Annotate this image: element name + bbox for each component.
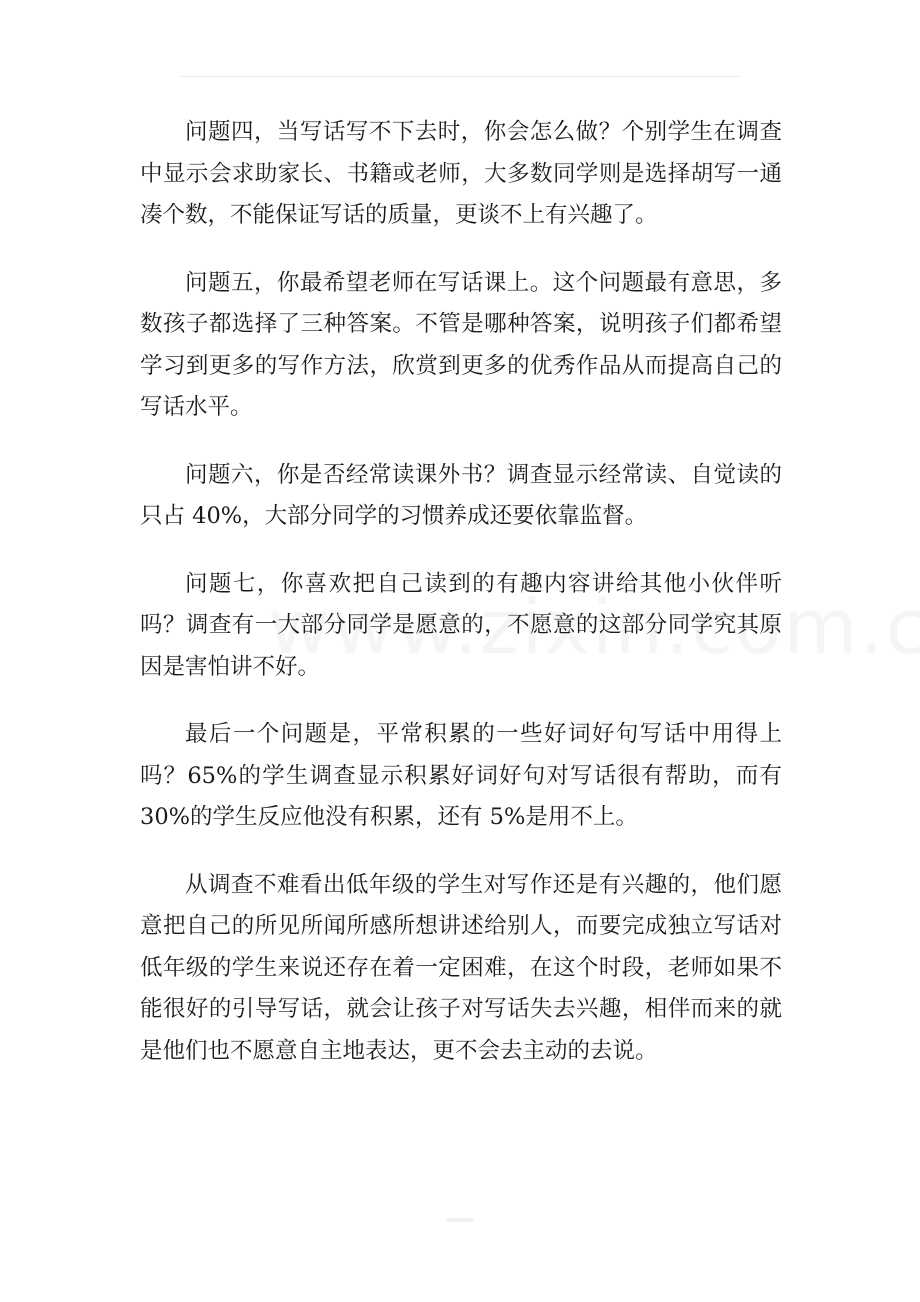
paragraph-last-question: 最后一个问题是，平常积累的一些好词好句写话中用得上吗？65%的学生调查显示积累好词好句对写话很有帮助，而有 30%的学生反应他没有积累，还有 5%是用不上。 [140, 721, 782, 830]
footer-mark [446, 1218, 474, 1222]
paragraph-question-6: 问题六，你是否经常读课外书？调查显示经常读、自觉读的只占 40%，大部分同学的习惯养成还要依靠监督。 [140, 461, 782, 529]
paragraph-question-5: 问题五，你最希望老师在写话课上。这个问题最有意思，多数孩子都选择了三种答案。不管是哪种答案，说明孩子们都希望学习到更多的写作方法，欣赏到更多的优秀作品从而提高自己的写话水平。 [140, 269, 782, 420]
paragraph-conclusion: 从调查不难看出低年级的学生对写作还是有兴趣的，他们愿意把自己的所见所闻所感所想讲述给别人，而要完成独立写话对低年级的学生来说还存在着一定困难，在这个时段，老师如果不能很好的引导写话，就会让孩子对写话失去兴趣，相伴而来的就是他们也不愿意自主地表达，更不会去主动的去说。 [140, 871, 782, 1064]
document-body [140, 112, 782, 1098]
paragraph-question-7: 问题七，你喜欢把自己读到的有趣内容讲给其他小伙伴听吗？调查有一大部分同学是愿意的，不愿意的这部分同学究其原因是害怕讲不好。 [140, 570, 782, 680]
header-rule [180, 76, 740, 77]
paragraph-question-4: 问题四，当写话写不下去时，你会怎么做？个别学生在调查中显示会求助家长、书籍或老师，大多数同学则是选择胡写一通凑个数，不能保证写话的质量，更谈不上有兴趣了。 [140, 119, 782, 228]
